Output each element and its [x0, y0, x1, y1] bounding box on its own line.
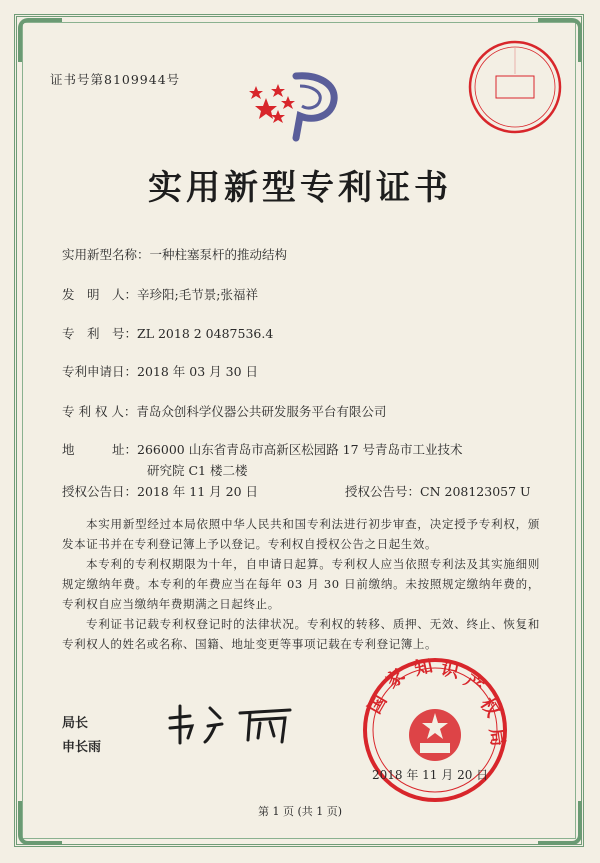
- paragraph-1: 本实用新型经过本局依照中华人民共和国专利法进行初步审查，决定授予专利权，颁发本证书并在专利登记簿上予以登记。专利权自授权公告之日起生效。: [62, 517, 540, 551]
- chief-title: 局长: [62, 716, 89, 731]
- inventor-row: [62, 285, 258, 303]
- svg-text:识: 识: [438, 658, 461, 683]
- national-emblem-seal-icon: [360, 655, 510, 809]
- field-value: 266000 山东省青岛市高新区松园路 17 号青岛市工业技术: [137, 442, 463, 457]
- address-row: [62, 440, 463, 458]
- utility-model-name-row: [62, 245, 287, 263]
- signature: [160, 698, 310, 752]
- field-label: 授权公告日：: [62, 484, 138, 499]
- patentee-row: [62, 402, 386, 420]
- address-line-2: 研究院 C1 楼二楼: [147, 463, 248, 478]
- svg-text:产: 产: [459, 670, 488, 699]
- issue-date: 2018 年 11 月 20 日: [372, 768, 489, 782]
- field-value: 一种柱塞泵杆的推动结构: [149, 247, 288, 262]
- field-label: 授权公告号：: [345, 484, 421, 499]
- chief-name: 申长雨: [62, 740, 102, 755]
- page-number: 第 1 页 (共 1 页): [257, 805, 343, 818]
- grant-number: [345, 482, 531, 500]
- field-label: 专 利 权 人：: [62, 404, 137, 419]
- field-value: CN 208123057 U: [420, 484, 531, 499]
- svg-text:国: 国: [364, 691, 392, 718]
- corner-ornament: [18, 18, 62, 62]
- patent-number-row: [62, 324, 273, 342]
- stamp-icon: [466, 38, 564, 140]
- field-label: 地 址：: [62, 442, 138, 457]
- svg-text:局: 局: [485, 726, 509, 748]
- filing-date-row: [62, 362, 258, 380]
- field-value: 辛珍阳;毛节景;张福祥: [137, 287, 258, 302]
- paragraph-2: 本专利的专利权期限为十年，自申请日起算。专利权人应当依照专利法及其实施细则规定缴纳年费。本专利的年费应当在每年 03 月 30 日前缴纳。未按照规定缴纳年费的，专利权自应当缴纳年费期满之日起终止。: [62, 557, 540, 611]
- field-label: 实用新型名称：: [62, 247, 150, 262]
- field-value: 2018 年 11 月 20 日: [137, 484, 259, 499]
- svg-text:权: 权: [475, 694, 504, 721]
- field-value: ZL 2018 2 0487536.4: [137, 326, 274, 341]
- patent-office-logo-icon: [248, 66, 348, 150]
- page-title: 实用新型专利证书: [148, 168, 452, 208]
- svg-text:家: 家: [381, 665, 410, 693]
- grant-row: [62, 482, 531, 500]
- field-value: 青岛众创科学仪器公共研发服务平台有限公司: [136, 404, 387, 419]
- field-label: 专利申请日：: [62, 364, 138, 379]
- field-label: 专 利 号：: [62, 326, 138, 341]
- field-label: 发 明 人：: [62, 287, 138, 302]
- svg-text:知: 知: [412, 655, 435, 680]
- field-value: 2018 年 03 月 30 日: [137, 364, 259, 379]
- paragraph-3: 专利证书记载专利权登记时的法律状况。专利权的转移、质押、无效、终止、恢复和专利权人的姓名或名称、国籍、地址变更等事项记载在专利登记簿上。: [62, 617, 540, 651]
- certificate-number: 证书号第8109944号: [50, 72, 181, 87]
